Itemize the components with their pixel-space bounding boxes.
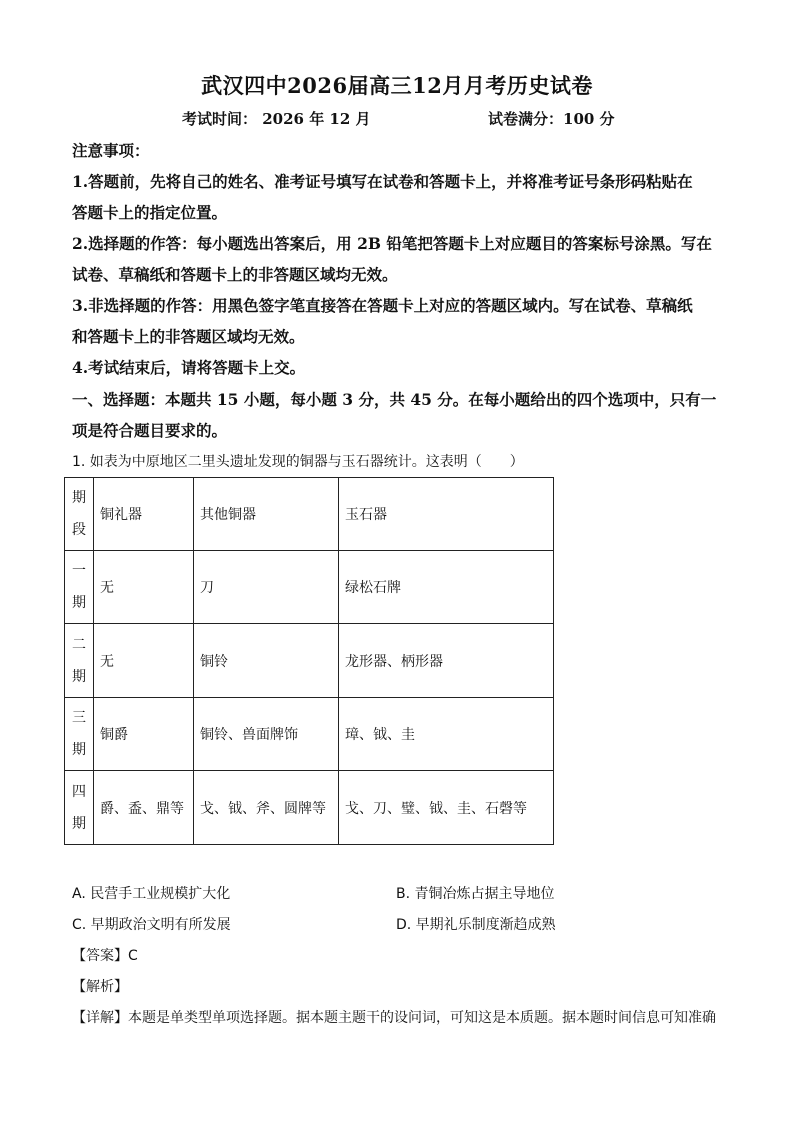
exam-time: 考试时间： 2026 年 12 月	[182, 110, 371, 128]
notice-heading: 注意事项：	[72, 141, 150, 160]
table-cell: 二期	[65, 624, 94, 698]
table-cell: 龙形器、柄形器	[339, 624, 554, 698]
table-cell: 戈、钺、斧、圆牌等	[194, 771, 339, 845]
option-c: C. 早期政治文明有所发展	[72, 917, 231, 933]
section-heading: 项是符合题目要求的。	[72, 421, 228, 440]
table-cell: 绿松石牌	[339, 551, 554, 624]
table-header: 铜礼器	[94, 478, 194, 551]
table-row	[65, 698, 554, 771]
option-d: D. 早期礼乐制度渐趋成熟	[396, 917, 556, 933]
table-cell: 爵、盉、鼎等	[94, 771, 194, 845]
option-b: B. 青铜冶炼占据主导地位	[396, 886, 555, 902]
table-cell: 四期	[65, 771, 94, 845]
table-row	[65, 624, 554, 698]
notice-line: 2.选择题的作答：每小题选出答案后，用 2B 铅笔把答题卡上对应题目的答案标号涂黑。写在	[72, 234, 712, 253]
table-cell: 刀	[194, 551, 339, 624]
notice-line: 1.答题前，先将自己的姓名、准考证号填写在试卷和答题卡上，并将准考证号条形码粘贴在	[72, 172, 693, 191]
notice-line: 试卷、草稿纸和答题卡上的非答题区域均无效。	[72, 265, 398, 284]
artifact-table	[64, 477, 554, 845]
analysis-label: 【解析】	[72, 979, 128, 995]
notice-line: 答题卡上的指定位置。	[72, 203, 228, 222]
table-row	[65, 771, 554, 845]
question-1-stem: 1. 如表为中原地区二里头遗址发现的铜器与玉石器统计。这表明（ ）	[72, 454, 524, 470]
table-cell: 戈、刀、璧、钺、圭、石磬等	[339, 771, 554, 845]
table-cell: 三期	[65, 698, 94, 771]
table-cell: 铜爵	[94, 698, 194, 771]
table-cell: 璋、钺、圭	[339, 698, 554, 771]
table-header: 其他铜器	[194, 478, 339, 551]
exam-title: 武汉四中2026届高三12月月考历史试卷	[201, 73, 593, 98]
table-row	[65, 551, 554, 624]
option-a: A. 民营手工业规模扩大化	[72, 886, 231, 902]
notice-line: 3.非选择题的作答：用黑色签字笔直接答在答题卡上对应的答题区域内。写在试卷、草稿纸	[72, 296, 693, 315]
table-cell: 一期	[65, 551, 94, 624]
full-score: 试卷满分：100 分	[488, 110, 615, 128]
answer-label: 【答案】C	[72, 948, 138, 964]
table-header: 期段	[65, 478, 94, 551]
table-cell: 铜铃、兽面牌饰	[194, 698, 339, 771]
table-header-row	[65, 478, 554, 551]
notice-line: 和答题卡上的非答题区域均无效。	[72, 327, 305, 346]
table-cell: 无	[94, 551, 194, 624]
detail-text: 【详解】本题是单类型单项选择题。据本题主题干的设问词，可知这是本质题。据本题时间信息可知准确	[72, 1010, 716, 1026]
table-cell: 无	[94, 624, 194, 698]
table-header: 玉石器	[339, 478, 554, 551]
table-cell: 铜铃	[194, 624, 339, 698]
section-heading: 一、选择题：本题共 15 小题，每小题 3 分，共 45 分。在每小题给出的四个选项中，只有一	[72, 390, 717, 409]
notice-line: 4.考试结束后，请将答题卡上交。	[72, 358, 306, 377]
